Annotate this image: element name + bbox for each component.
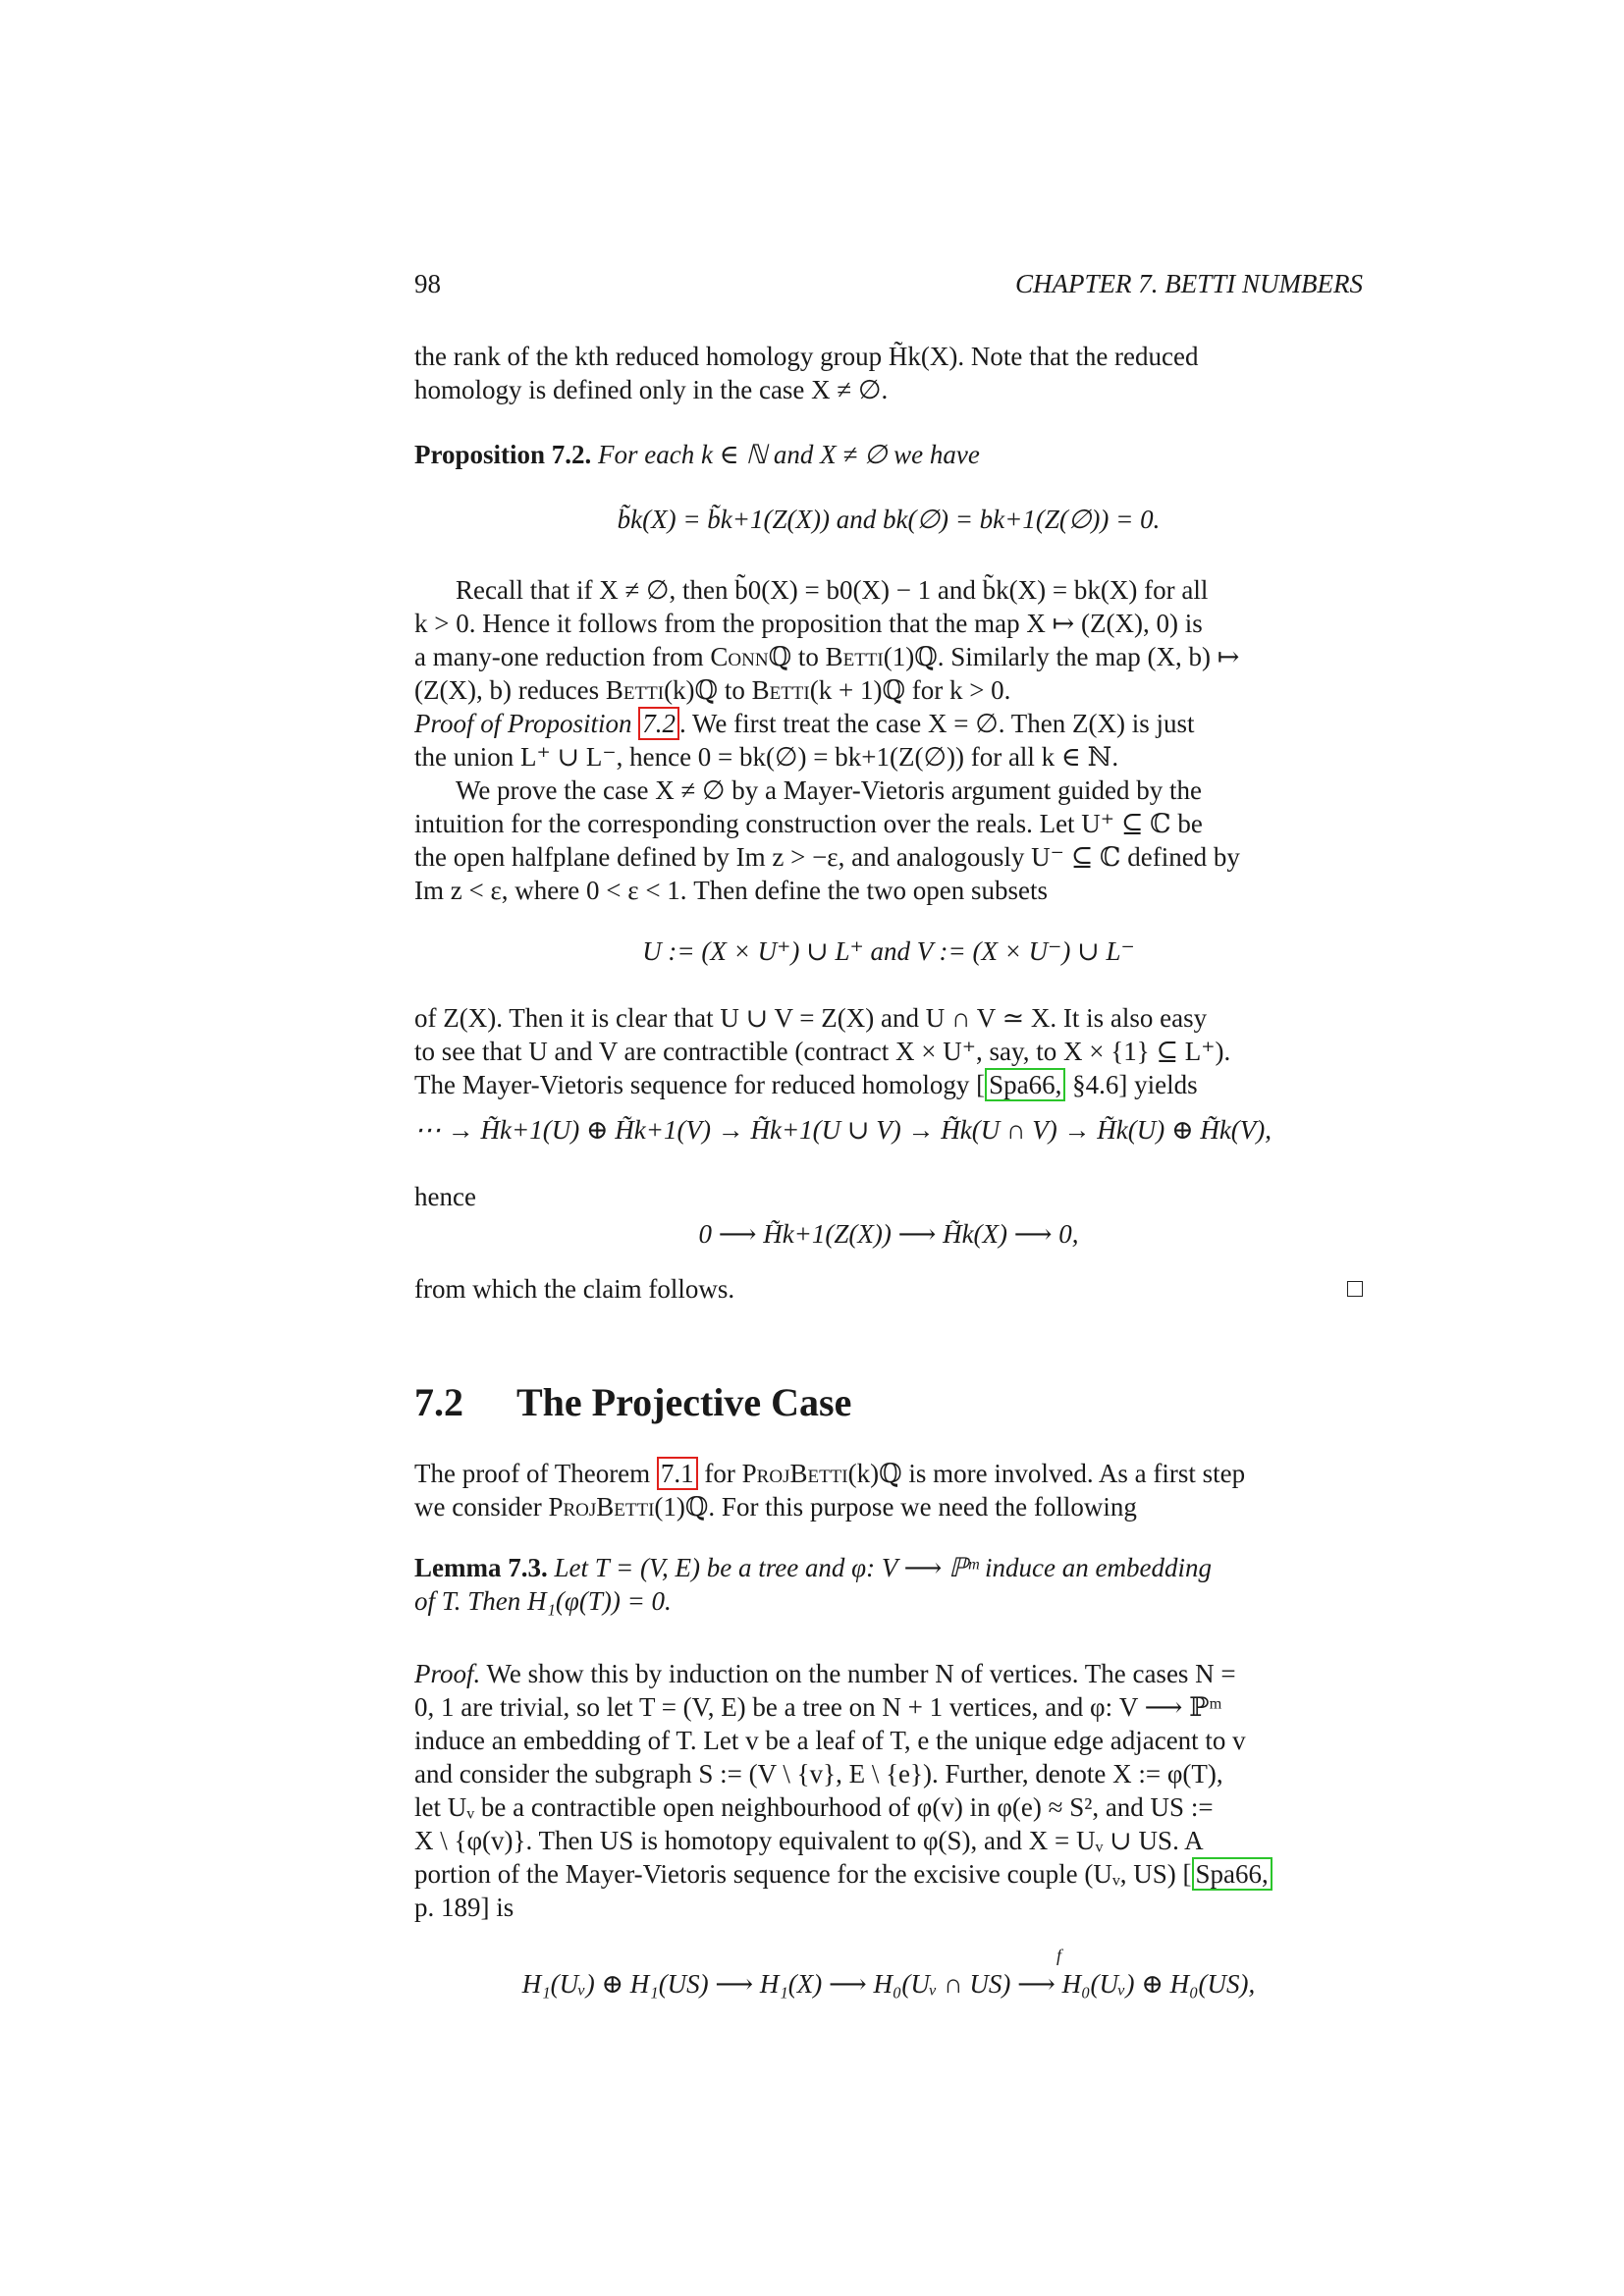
proof-of-lemma [414,1657,1363,1924]
qed-square-icon [1347,1281,1363,1297]
problem-name-conn: Conn [710,642,769,671]
text-line: k > 0. Hence it follows from the proposition that the map X ↦ (Z(X), 0) is [414,609,1203,638]
mayer-vietoris-sequence: ⋯ → H̃k+1(U) ⊕ H̃k+1(V) → H̃k+1(U ∪ V) → H̃k(U ∩ V) → H̃k(U) ⊕ H̃k(V), [414,1115,1272,1145]
text-line: and consider the subgraph S := (V \ {v}, E \ {e}). Further, denote X := φ(T), [414,1759,1223,1789]
text-line: 0, 1 are trivial, so let T = (V, E) be a tree on N + 1 vertices, and φ: V ⟶ ℙᵐ [414,1692,1222,1722]
problem-name-projbetti: ProjBetti [741,1459,848,1488]
proof-of-proposition [414,707,1363,774]
text-span: . We first treat the case X = ∅. Then Z(X) is just [679,709,1195,738]
proposition-ref-link[interactable]: 7.2 [638,707,679,740]
text-line: let Uᵥ be a contractible open neighbourhood of φ(v) in φ(e) ≈ S², and US := [414,1792,1214,1822]
text-span: (1)ℚ. Similarly the map (X, b) ↦ [883,642,1240,671]
text-line: the open halfplane defined by Im z > −ε, and analogously U⁻ ⊆ ℂ defined by [414,842,1240,872]
text-line: We prove the case X ≠ ∅ by a Mayer-Vietoris argument guided by the [456,775,1203,805]
text-line [414,1457,1363,1490]
text-span: a many-one reduction from [414,642,711,671]
text-span: (k + 1)ℚ for k > 0. [809,675,1011,705]
proposition-7-2 [414,438,1363,471]
mayer-vietoris-paragraph [414,774,1363,907]
text-span: ℚ to [768,642,826,671]
text-span: (k)ℚ to [664,675,752,705]
claim-line [414,1272,1363,1306]
text-span: for [697,1459,742,1488]
text-span: (1)ℚ. For this purpose we need the following [654,1492,1137,1522]
short-exact-sequence: 0 ⟶ H̃k+1(Z(X)) ⟶ H̃k(X) ⟶ 0, [698,1219,1079,1249]
text-line: Im z < ε, where 0 < ε < 1. Then define the two open subsets [414,876,1048,905]
text-line: the union L⁺ ∪ L⁻, hence 0 = bk(∅) = bk+1(Z(∅)) for all k ∈ ℕ. [414,742,1119,772]
text-line: p. 189] is [414,1893,514,1922]
text-span: The Mayer-Vietoris sequence for reduced homology [414,1070,977,1099]
proof-label: Proof. [414,1659,481,1688]
citation-link-spa66[interactable]: Spa66, [1192,1857,1272,1891]
text-span: [ [976,1070,986,1099]
text-span: (k)ℚ is more involved. As a first step [847,1459,1246,1488]
lemma-7-3 [414,1551,1363,1618]
section-number: 7.2 [414,1380,463,1424]
text-line [414,1551,1363,1584]
text-line: Recall that if X ≠ ∅, then b̃0(X) = b0(X) − 1 and b̃k(X) = bk(X) for all [456,575,1209,605]
text-span: The proof of Theorem [414,1459,657,1488]
sequence-text: H₁(Uᵥ) ⊕ H₁(US) ⟶ H₁(X) ⟶ H₀(Uᵥ ∩ US) ⟶ H₀(Uᵥ) ⊕ H₀(US), [521,1969,1256,1999]
open-subsets-formula: U := (X × U⁺) ∪ L⁺ and V := (X × U⁻) ∪ L⁻ [642,936,1135,966]
excisive-sequence [414,1967,1363,2001]
problem-name-betti: Betti [825,642,884,671]
text-line [414,673,1363,707]
text-span: We show this by induction on the number N of vertices. The cases N = [480,1659,1236,1688]
proof-label: Proof of Proposition [414,709,639,738]
text-line [414,707,1363,740]
proposition-statement: For each k ∈ ℕ and X ≠ ∅ we have [598,440,980,469]
text-span: (Z(X), b) reduces [414,675,606,705]
text-line [414,640,1363,673]
text-line: of Z(X). Then it is clear that U ∪ V = Z(X) and U ∩ V ≃ X. It is also easy [414,1003,1208,1033]
problem-name-projbetti: ProjBetti [548,1492,655,1522]
text-line [414,1857,1363,1891]
running-title: CHAPTER 7. BETTI NUMBERS [1015,269,1363,298]
text-line: the rank of the kth reduced homology group H̃k(X). Note that the reduced [414,342,1199,371]
hence-word: hence [414,1182,476,1211]
citation-link-spa66[interactable]: Spa66, [985,1068,1065,1101]
page-number: 98 [414,269,441,298]
contractible-paragraph [414,1001,1363,1101]
section-heading [414,1379,1363,1426]
section-title: The Projective Case [516,1380,852,1424]
problem-name-betti: Betti [751,675,810,705]
text-line: intuition for the corresponding construction over the reals. Let U⁺ ⊆ ℂ be [414,809,1203,838]
arrow-label-f: f [1056,1946,1062,1965]
intro-paragraph [414,340,1363,406]
projective-paragraph [414,1457,1363,1523]
text-line [414,1490,1363,1523]
text-line: X \ {φ(v)}. Then US is homotopy equivalent to φ(S), and X = Uᵥ ∪ US. A [414,1826,1204,1855]
text-line: homology is defined only in the case X ≠ ∅. [414,375,889,404]
text-line: to see that U and V are contractible (contract X × U⁺, say, to X × {1} ⊆ L⁺). [414,1037,1231,1066]
text-line: induce an embedding of T. Let v be a leaf of T, e the unique edge adjacent to v [414,1726,1246,1755]
text-line [414,1068,1363,1101]
problem-name-betti: Betti [605,675,665,705]
theorem-ref-link[interactable]: 7.1 [657,1457,698,1490]
lemma-label: Lemma 7.3. [414,1553,548,1582]
recall-paragraph [414,573,1363,707]
text-span: from which the claim follows. [414,1274,735,1304]
text-span: portion of the Mayer-Vietoris sequence for the excisive couple (Uᵥ, US) [414,1859,1183,1889]
text-span: §4.6] yields [1065,1070,1198,1099]
text-line: of T. Then H₁(φ(T)) = 0. [414,1586,672,1616]
proposition-label: Proposition 7.2. [414,440,592,469]
proposition-formula: b̃k(X) = b̃k+1(Z(X)) and bk(∅) = bk+1(Z(∅)) = 0. [617,505,1161,534]
lemma-statement: Let T = (V, E) be a tree and φ: V ⟶ ℙᵐ induce an embedding [554,1553,1212,1582]
text-span: [ [1182,1859,1192,1889]
text-line [414,1657,1363,1690]
text-span: we consider [414,1492,549,1522]
